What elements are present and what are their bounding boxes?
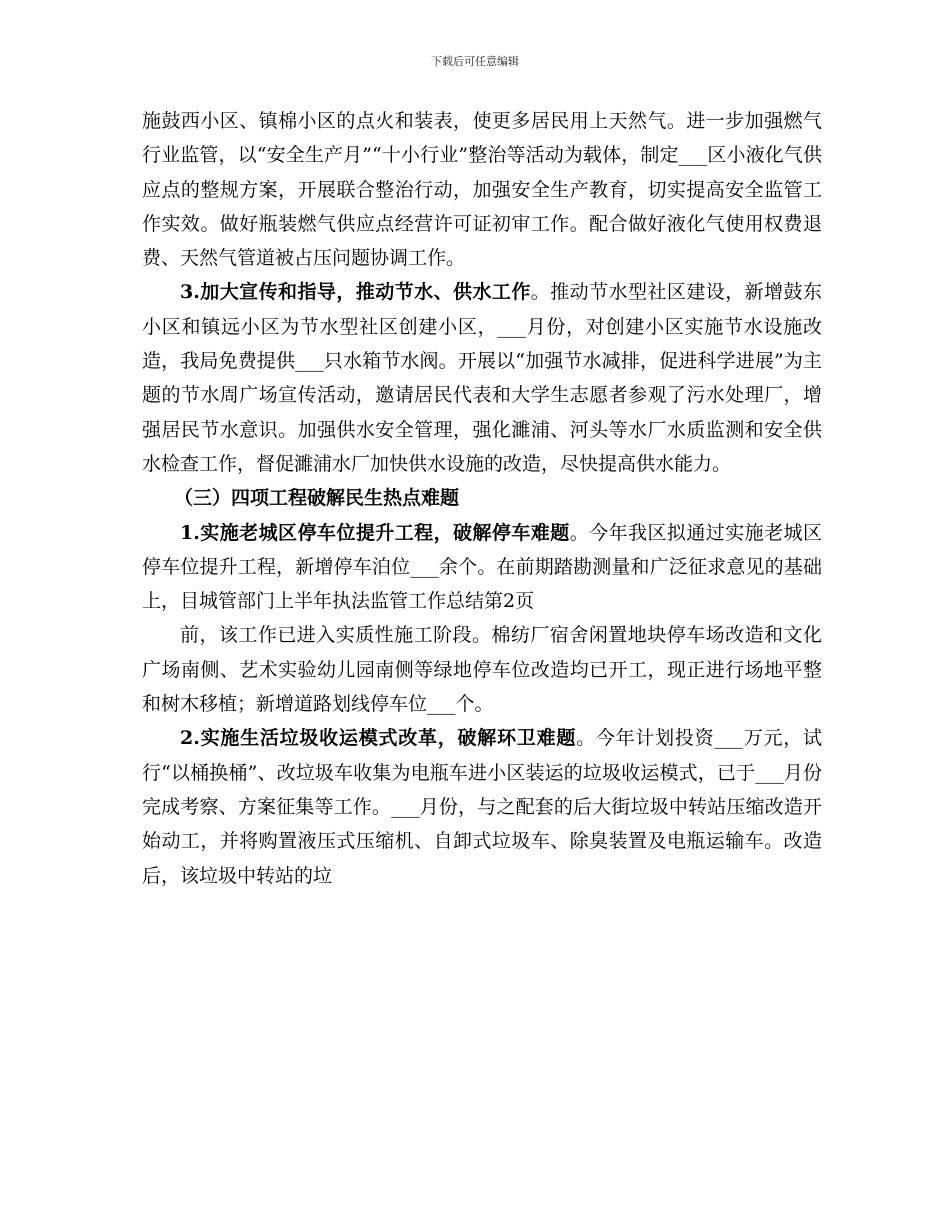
paragraph-lead: 3.加大宣传和指导，推动节水、供水工作 [180,281,531,304]
paragraph-water-saving [142,275,822,481]
paragraph-lead: 2.实施生活垃圾收运模式改革，破解环卫难题 [180,727,577,750]
section-heading: （三）四项工程破解民生热点难题 [174,487,460,510]
page-header: 下载后可任意编辑 [431,55,519,68]
paragraph-text: 前，该工作已进入实质性施工阶段。棉纺厂宿舍闲置地块停车场改造和文化广场南侧、艺术实验幼儿园南侧等绿地停车位改造均已开工，现正进行场地平整和树木移植；新增道路划线停车位___个。 [142,624,822,716]
paragraph-lead: 1.实施老城区停车位提升工程，破解停车难题 [180,521,570,544]
paragraph-text: 。推动节水型社区建设，新增鼓东小区和镇远小区为节水型社区创建小区，___月份，对创建小区实施节水设施改造，我局免费提供___只水箱节水阀。开展以“加强节水减排，促进科学进展”为主题的节水周广场宣传活动，邀请居民代表和大学生志愿者参观了污水处理厂，增强居民节水意识。加强供水安全管理，强化濉浦、河头等水厂水质监测和安全供水检查工作，督促濉浦水厂加快供水设施的改造，尽快提高供水能力。 [142,281,822,475]
paragraph-gas-supervision [142,104,822,275]
paragraph-text: 施鼓西小区、镇棉小区的点火和装表，使更多居民用上天然气。进一步加强燃气行业监管，以“安全生产月”“十小行业”整治等活动为载体，制定___区小液化气供应点的整规方案，开展联合整治行动，加强安全生产教育，切实提高安全监管工作实效。做好瓶装燃气供应点经营许可证初审工作。配合做好液化气使用权费退费、天然气管道被占压问题协调工作。 [142,110,822,270]
paragraph-parking-continued [142,618,822,721]
paragraph-parking [142,516,822,619]
document-body [142,104,822,893]
paragraph-garbage-collection [142,721,822,892]
paragraph-text: 。今年计划投资___万元，试行“以桶换桶”、改垃圾车收集为电瓶车进小区装运的垃圾收运模式，已于___月份完成考察、方案征集等工作。___月份，与之配套的后大街垃圾中转站压缩改造开始动工，并将购置液压式压缩机、自卸式垃圾车、除臭装置及电瓶运输车。改造后，该垃圾中转站的垃 [142,727,822,887]
paragraph-text: 。今年我区拟通过实施老城区停车位提升工程，新增停车泊位___余个。在前期踏勘测量和广泛征求意见的基础上，目城管部门上半年执法监管工作总结第2页 [142,521,822,613]
